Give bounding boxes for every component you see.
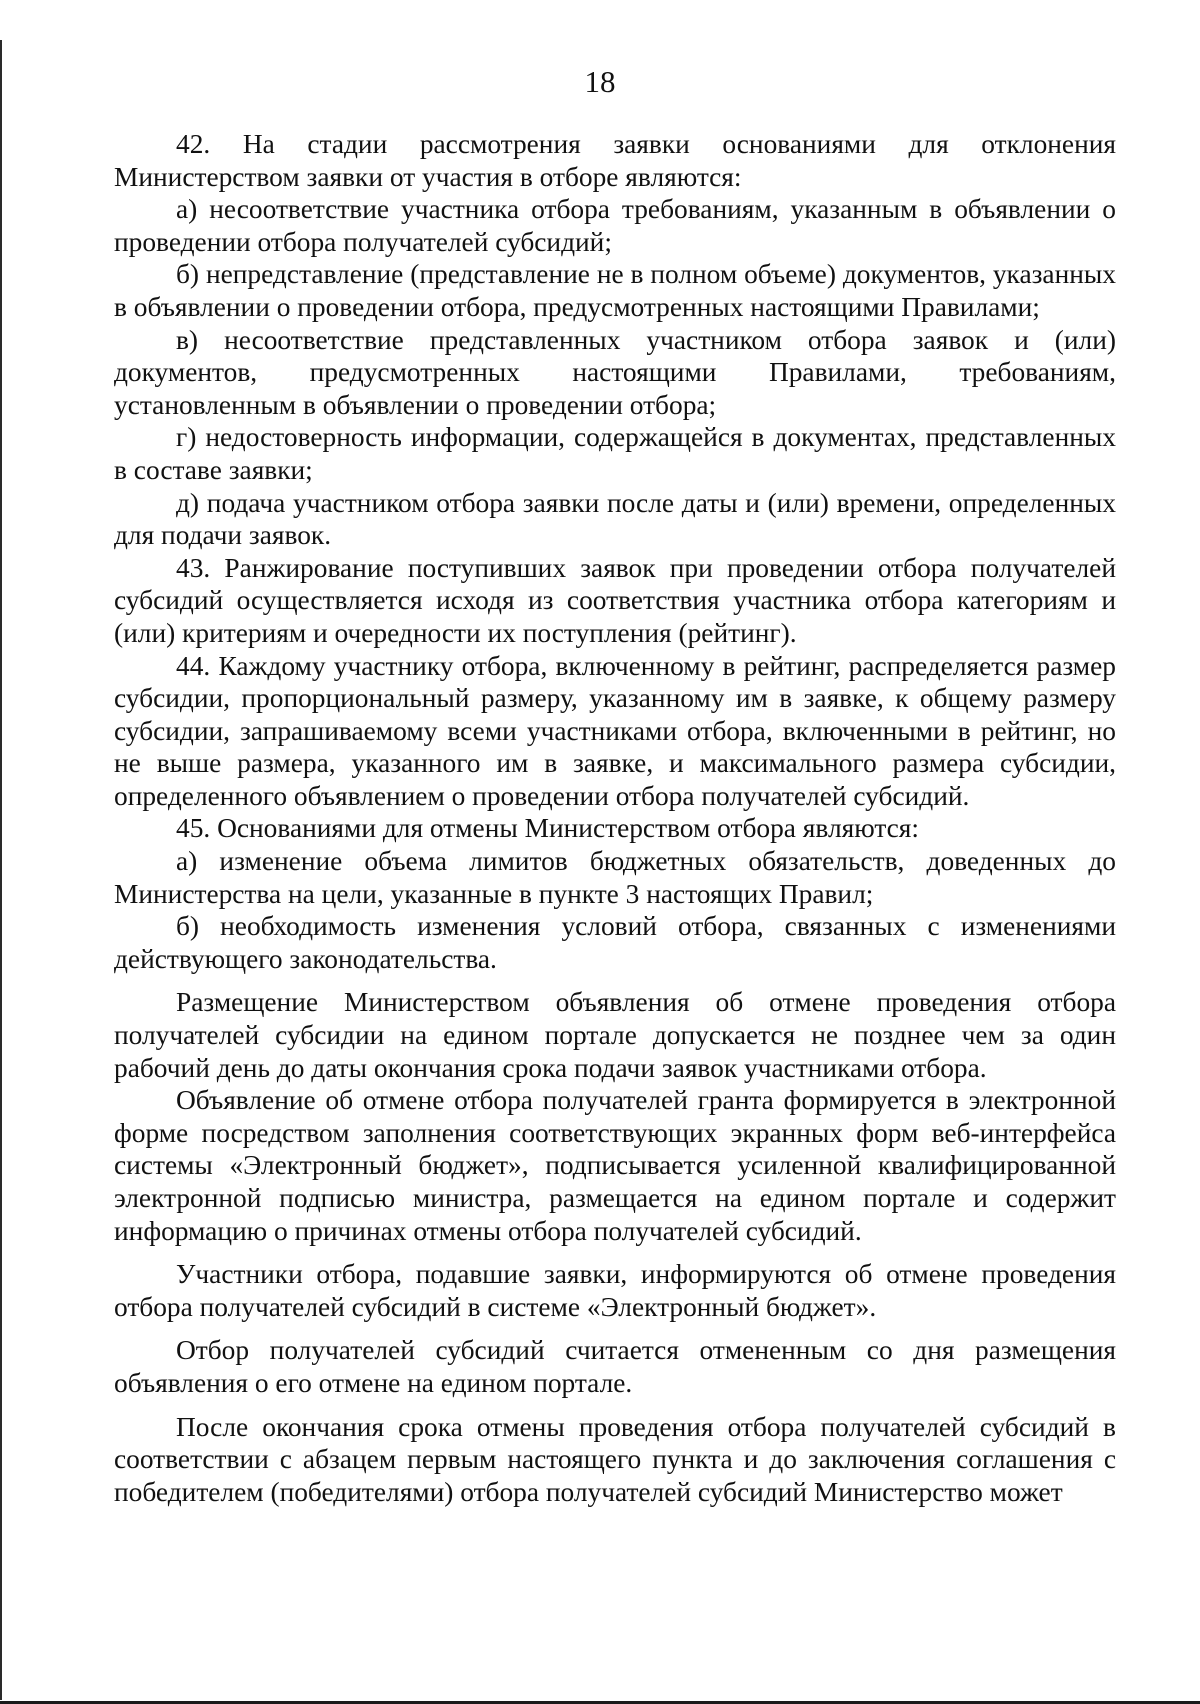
paragraph-42-v: в) несоответствие представленных участником отбора заявок и (или) документов, предусмотренных настоящими Правилами, требованиям, установленным в объявлении о проведении отбора; [114, 324, 1116, 420]
document-body [114, 128, 1116, 1508]
paragraph-44: 44. Каждому участнику отбора, включенному в рейтинг, распределяется размер субсидии, пропорциональный размеру, указанному им в заявке, к общему размеру субсидии, запрашиваемому всеми участниками отбора, включенными в рейтинг, но не выше размера, указанного им в заявке, и максимального размера субсидии, определенного объявлением о проведении отбора получателей субсидий. [114, 650, 1116, 811]
page-number: 18 [584, 64, 616, 99]
paragraph-cancel-notice-posting: Размещение Министерством объявления об отмене проведения отбора получателей субсидии на едином портале допускается не позднее чем за один рабочий день до даты окончания срока подачи заявок участниками отбора. [114, 987, 1116, 1083]
paragraph-45-a: а) изменение объема лимитов бюджетных обязательств, доведенных до Министерства на цели, указанные в пункте 3 настоящих Правил; [114, 846, 1116, 909]
paragraph-participants-informed: Участники отбора, подавшие заявки, информируются об отмене проведения отбора получателей субсидий в системе «Электронный бюджет». [114, 1259, 1116, 1322]
paragraph-42-b: б) непредставление (представление не в полном объеме) документов, указанных в объявлении о проведении отбора, предусмотренных настоящими Правилами; [114, 259, 1116, 322]
paragraph-45: 45. Основаниями для отмены Министерством отбора являются: [176, 813, 919, 844]
paragraph-42-a: а) несоответствие участника отбора требованиям, указанным в объявлении о проведении отбора получателей субсидий; [114, 194, 1116, 257]
scan-edge-left [0, 40, 2, 1700]
paragraph-after-cancellation: После окончания срока отмены проведения отбора получателей субсидий в соответствии с абзацем первым настоящего пункта и до заключения соглашения с победителем (победителями) отбора получателей субсидий Министерство может [114, 1411, 1116, 1507]
paragraph-42-g: г) недостоверность информации, содержащейся в документах, представленных в составе заявки; [114, 422, 1116, 485]
paragraph-selection-cancelled: Отбор получателей субсидий считается отмененным со дня размещения объявления о его отмене на едином портале. [114, 1335, 1116, 1398]
paragraph-42-d: д) подача участником отбора заявки после даты и (или) времени, определенных для подачи заявок. [114, 487, 1116, 551]
paragraph-42: 42. На стадии рассмотрения заявки основаниями для отклонения Министерством заявки от участия в отборе являются: [114, 129, 1116, 192]
paragraph-cancel-notice-form: Объявление об отмене отбора получателей гранта формируется в электронной форме посредством заполнения соответствующих экранных форм веб-интерфейса системы «Электронный бюджет», подписывается усиленной квалифицированной электронной подписью министра, размещается на едином портале и содержит информацию о причинах отмены отбора получателей субсидий. [114, 1085, 1116, 1246]
paragraph-45-b: б) необходимость изменения условий отбора, связанных с изменениями действующего законодательства. [114, 911, 1116, 974]
paragraph-43: 43. Ранжирование поступивших заявок при проведении отбора получателей субсидий осуществляется исходя из соответствия участника отбора категориям и (или) критериям и очередности их поступления (рейтинг). [114, 552, 1116, 648]
